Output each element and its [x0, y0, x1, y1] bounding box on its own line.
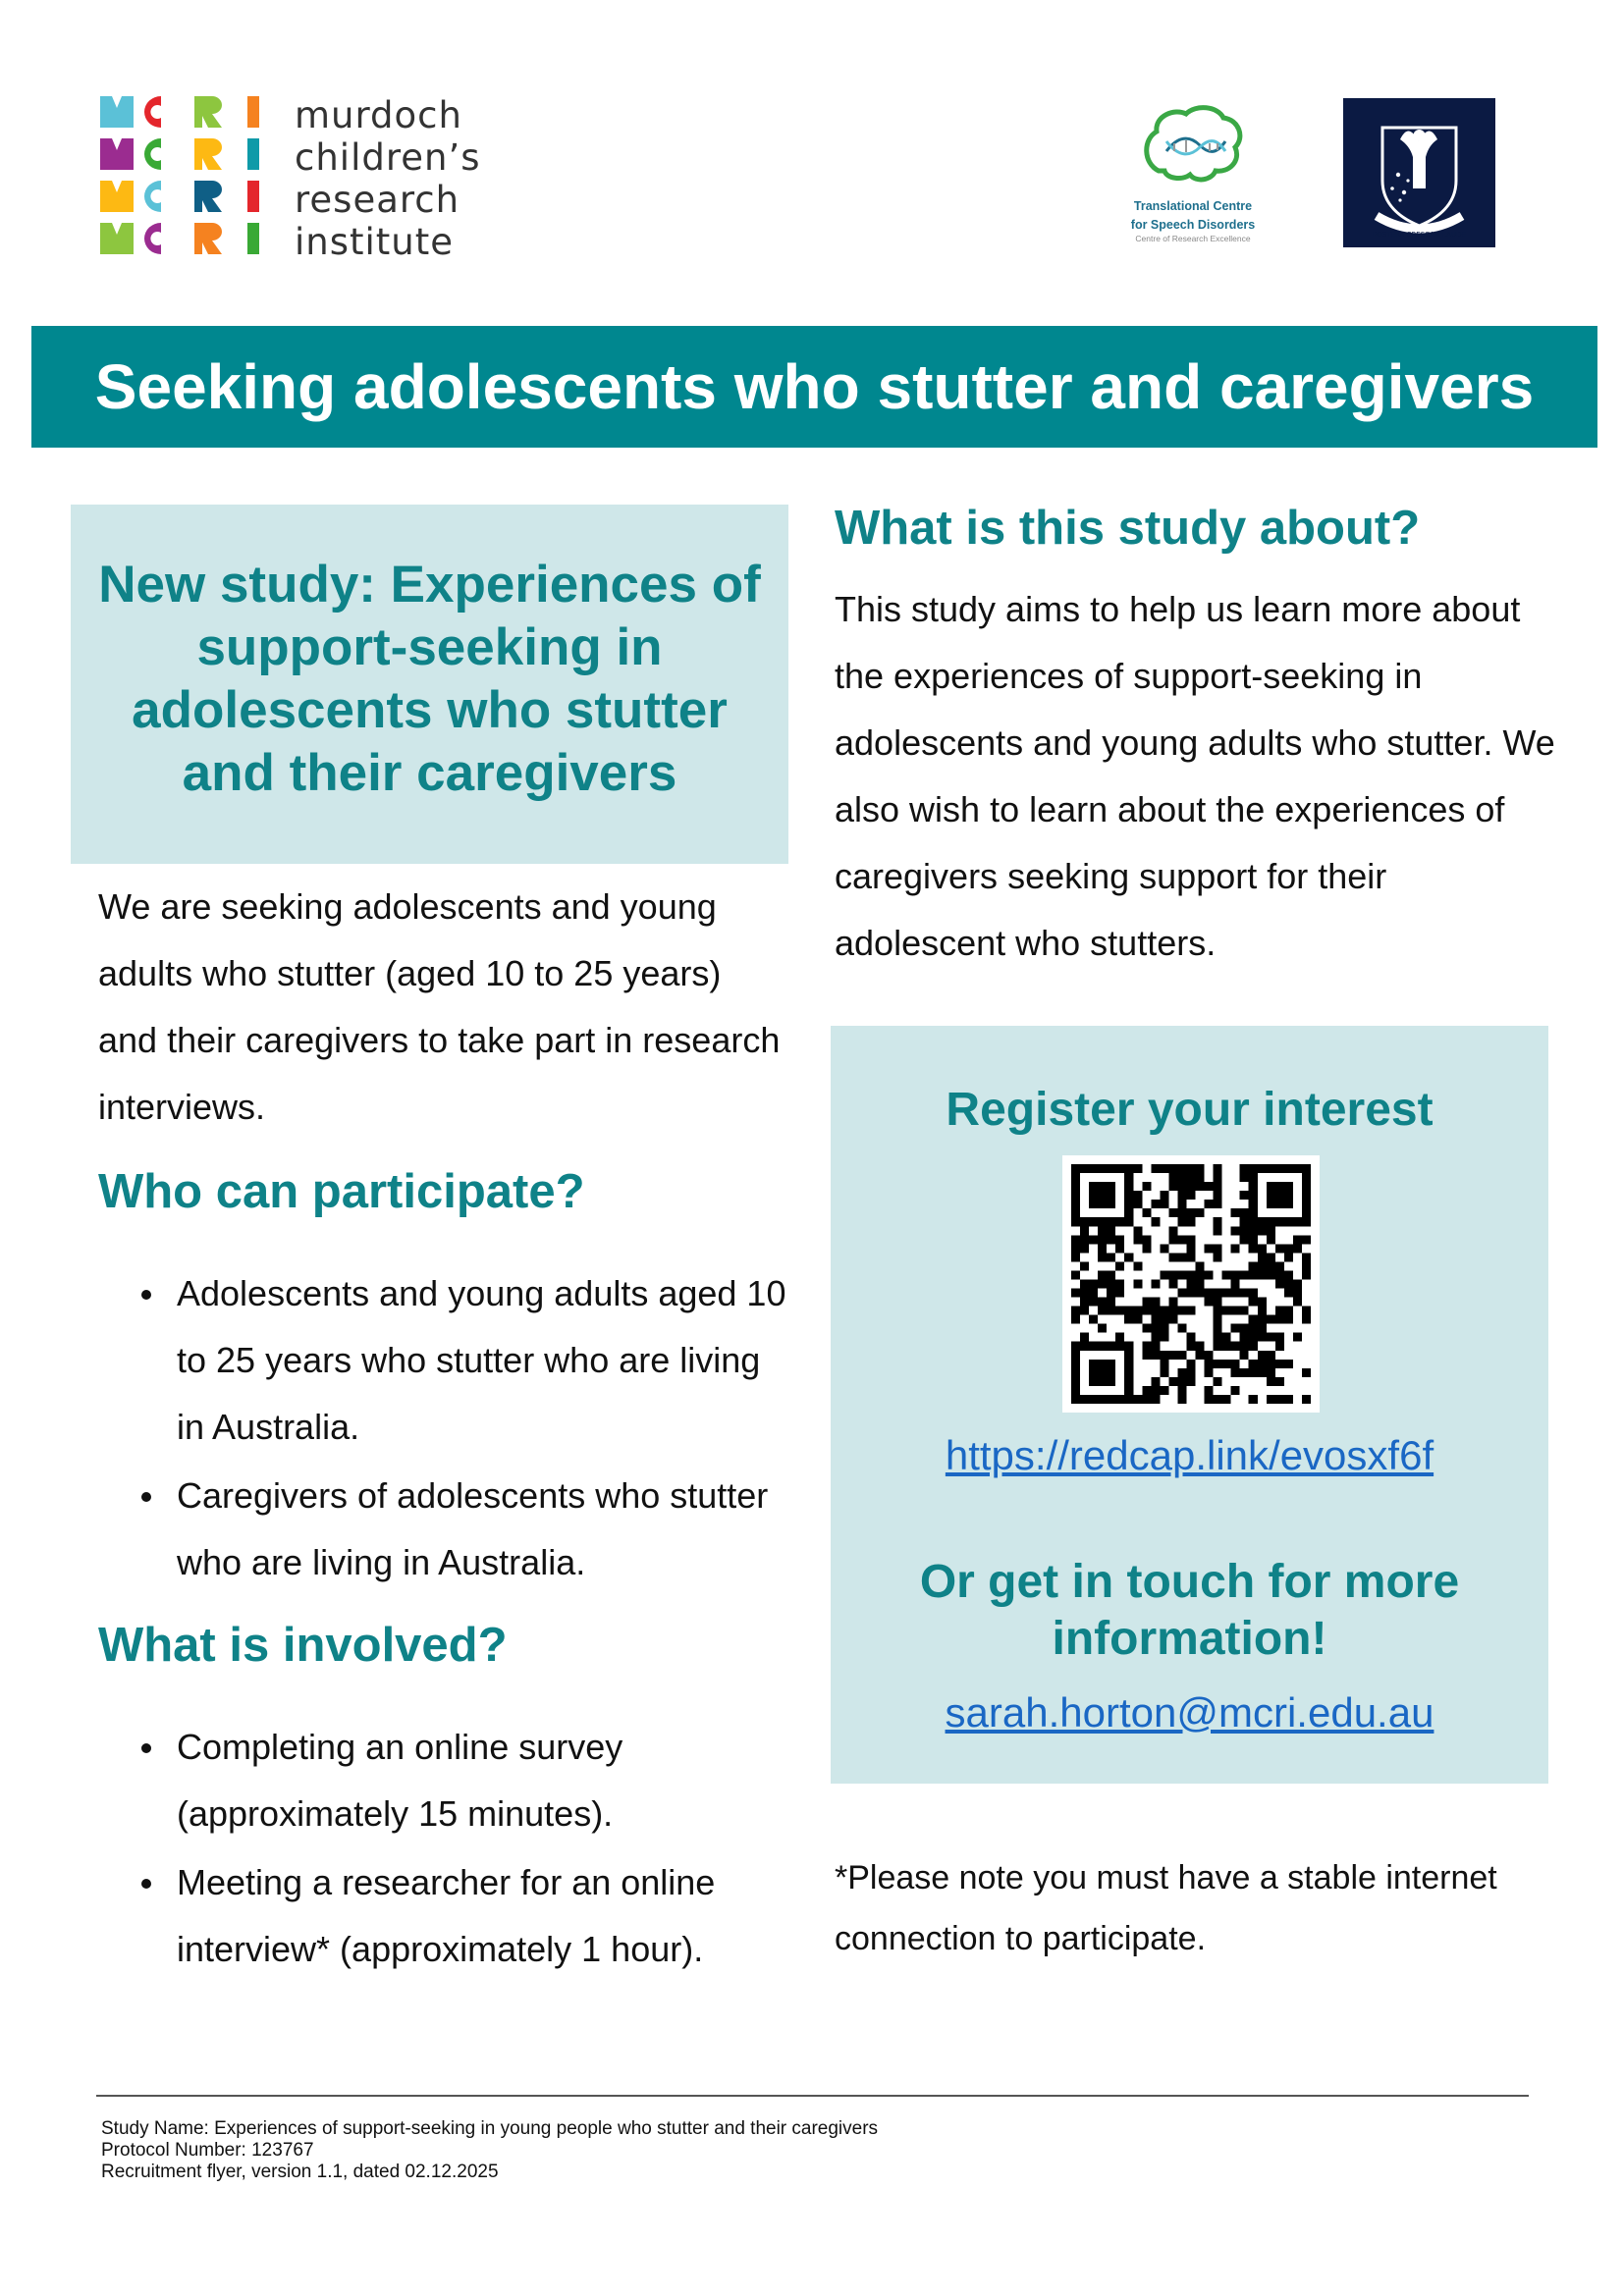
- footer-study-name: Study Name: Experiences of support-seeking in young people who stutter and their caregivers: [101, 2118, 879, 2139]
- study-title: New study: Experiences of support-seeking in adolescents who stutter and their caregivers: [98, 556, 761, 802]
- mcri-logo: [98, 94, 481, 263]
- mcri-line: murdoch: [295, 94, 462, 136]
- register-box: [831, 1026, 1548, 1784]
- who-heading: Who can participate?: [98, 1165, 585, 1218]
- involved-heading: What is involved?: [98, 1619, 508, 1672]
- list-item: Adolescents and young adults aged 10 to 25 years who stutter who are living in Australia.: [128, 1260, 795, 1461]
- university-crest: [1343, 98, 1495, 247]
- footer-version: Recruitment flyer, version 1.1, dated 02.12.2025: [101, 2162, 499, 2182]
- contact-heading: Or get in touch for more information!: [919, 1556, 1460, 1665]
- tcsd-subtitle: Centre of Research Excellence: [1135, 234, 1251, 243]
- footer-divider: [96, 2095, 1529, 2097]
- university-crest-icon: [1343, 98, 1495, 247]
- mcri-line: children’s: [295, 136, 481, 179]
- footer-protocol: Protocol Number: 123767: [101, 2140, 314, 2161]
- list-item: Caregivers of adolescents who stutter who are living in Australia.: [128, 1463, 795, 1596]
- qr-code[interactable]: [1062, 1155, 1320, 1413]
- tcsd-logo: [1119, 102, 1267, 249]
- who-list: [128, 1260, 795, 1598]
- tcsd-title: Translational Centre: [1133, 199, 1253, 213]
- involved-list: [128, 1714, 795, 1985]
- page-title: Seeking adolescents who stutter and caregivers: [94, 351, 1535, 422]
- about-heading: What is this study about?: [835, 502, 1421, 555]
- contact-email-link[interactable]: sarah.horton@mcri.edu.au: [945, 1689, 1434, 1735]
- note-text: *Please note you must have a stable internet connection to participate.: [835, 1859, 1497, 1957]
- intro-text: We are seeking adolescents and young adults who stutter (aged 10 to 25 years) and their caregivers to take part in research interviews.: [98, 886, 781, 1127]
- mcri-line: research: [295, 179, 460, 221]
- register-heading: Register your interest: [946, 1084, 1434, 1136]
- mcri-wordmark: [295, 94, 481, 263]
- mcri-line: institute: [295, 221, 455, 263]
- list-item: Completing an online survey (approximately 15 minutes).: [128, 1714, 795, 1847]
- qr-code-icon: [1062, 1155, 1320, 1413]
- brain-dna-icon: [1139, 102, 1247, 190]
- register-link[interactable]: https://redcap.link/evosxf6f: [945, 1432, 1434, 1478]
- study-title-box: [71, 505, 788, 864]
- tcsd-title: for Speech Disorders: [1130, 218, 1256, 232]
- mcri-logo-grid-icon: [98, 94, 275, 261]
- title-banner: [31, 326, 1597, 448]
- crest-motto: POSTERA CRESCAM LAUDE: [1373, 231, 1466, 239]
- list-item: Meeting a researcher for an online interview* (approximately 1 hour).: [128, 1849, 795, 1983]
- footer: [101, 2118, 878, 2183]
- about-text: This study aims to help us learn more about the experiences of support-seeking in adolescents and young adults who stutter. We also wish to learn about the experiences of caregivers seeking support for their adolescent who stutters.: [835, 589, 1555, 963]
